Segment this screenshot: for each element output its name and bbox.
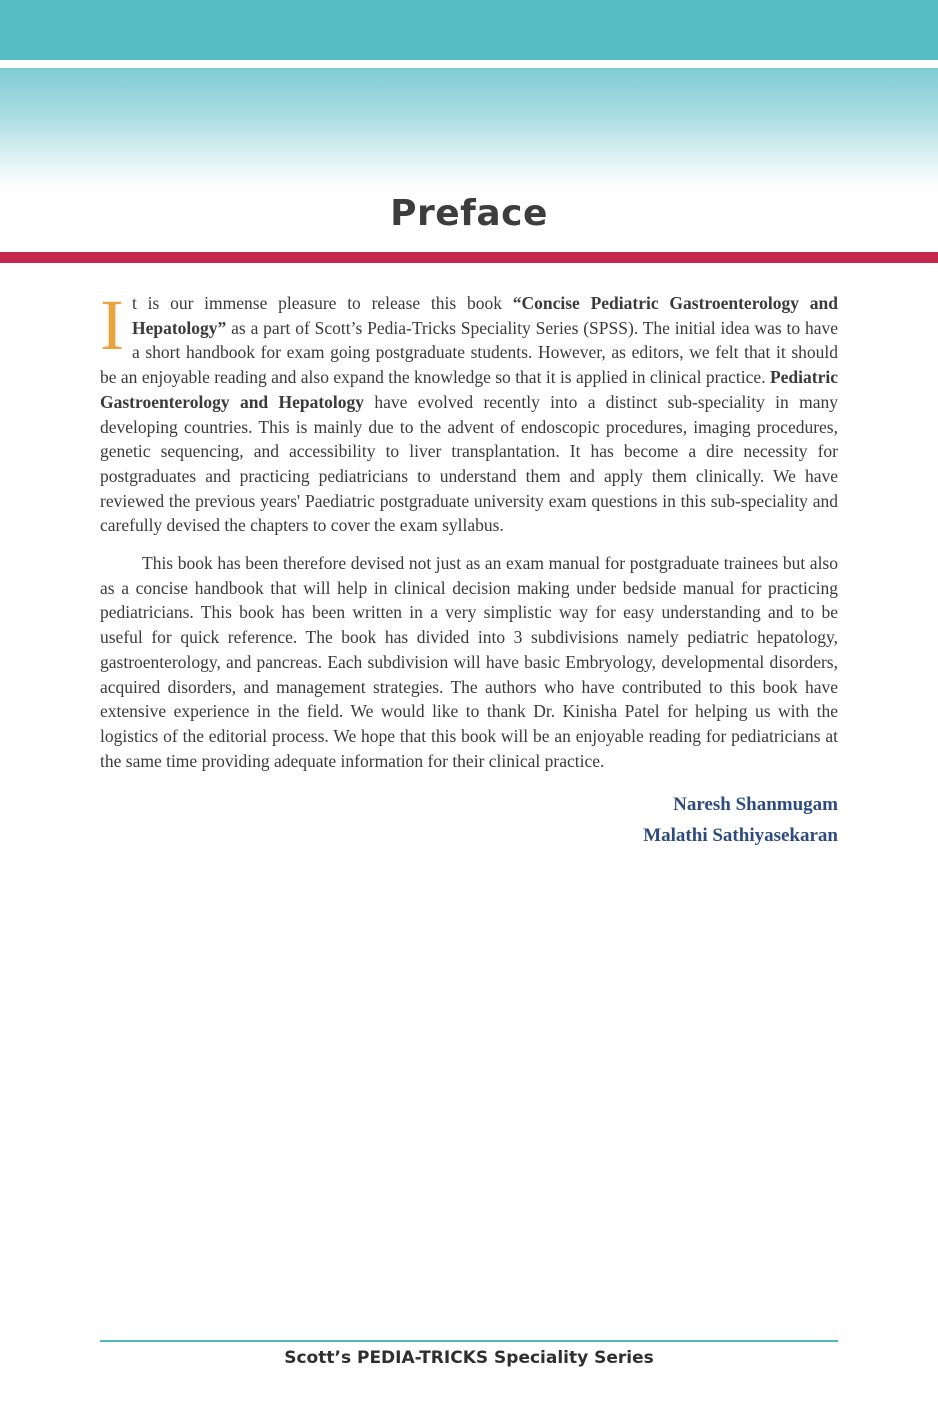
- drop-cap: I: [100, 285, 124, 365]
- para1-bold-book-title: “Concise Pediatric Gastroenterology and Hepatology”: [131, 293, 838, 338]
- paragraph-2: This book has been therefore devised not just as an exam manual for postgraduate trainees but also as a concise handbook that will help in clinical decision making under bedside manual for practicing pediatricians. This book has been written in a very simplistic way for easy understanding and to be useful for quick reference. The book has divided into 3 subdivisions namely pediatric hepatology, gastroenterology, and pancreas. Each subdivision will have basic Embryology, developmental disorders, acquired disorders, and management strategies. The authors who have contributed to this book have extensive experience in the field. We would like to thank Dr. Kinisha Patel for helping us with the logistics of the editorial process. We hope that this book will be an enjoyable reading for pediatricians at the same time providing adequate information for their clinical practice.: [100, 553, 838, 771]
- preface-body: [100, 285, 838, 851]
- para1-text-3: have evolved recently into a distinct sub-speciality in many developing countries. This is mainly due to the advent of endoscopic procedures, imaging procedures, genetic sequencing, and accessibility to liver transplantation. It has become a dire necessity for postgraduates and practicing pediatricians to understand them and apply them clinically. We have reviewed the previous years' Paediatric postgraduate university exam questions in this sub-speciality and carefully devised the chapters to cover the exam syllabus.: [100, 391, 838, 536]
- para1-bold-subject: Pediatric Gastroenterology and Hepatology: [100, 367, 838, 412]
- author-signature-2: Malathi Sathiyasekaran: [643, 825, 838, 847]
- footer-divider-line: [100, 1340, 838, 1342]
- footer-series-title: Scott’s PEDIA-TRICKS Speciality Series: [284, 1348, 654, 1368]
- top-gradient-band: [0, 68, 938, 188]
- red-divider-bar: [0, 252, 938, 263]
- top-teal-band: [0, 0, 938, 60]
- para1-text-1: t is our immense pleasure to release this book: [131, 293, 513, 313]
- author-signature-1: Naresh Shanmugam: [673, 794, 838, 816]
- paragraph-1: [100, 285, 838, 538]
- signatures-block: [100, 789, 838, 851]
- para1-text-2: as a part of Scott’s Pedia-Tricks Speciality Series (SPSS). The initial idea was to have a short handbook for exam going postgraduate students. However, as editors, we felt that it should be an enjoyable reading and also expand the knowledge so that it is applied in clinical practice.: [100, 317, 838, 388]
- page-title: Preface: [390, 193, 548, 234]
